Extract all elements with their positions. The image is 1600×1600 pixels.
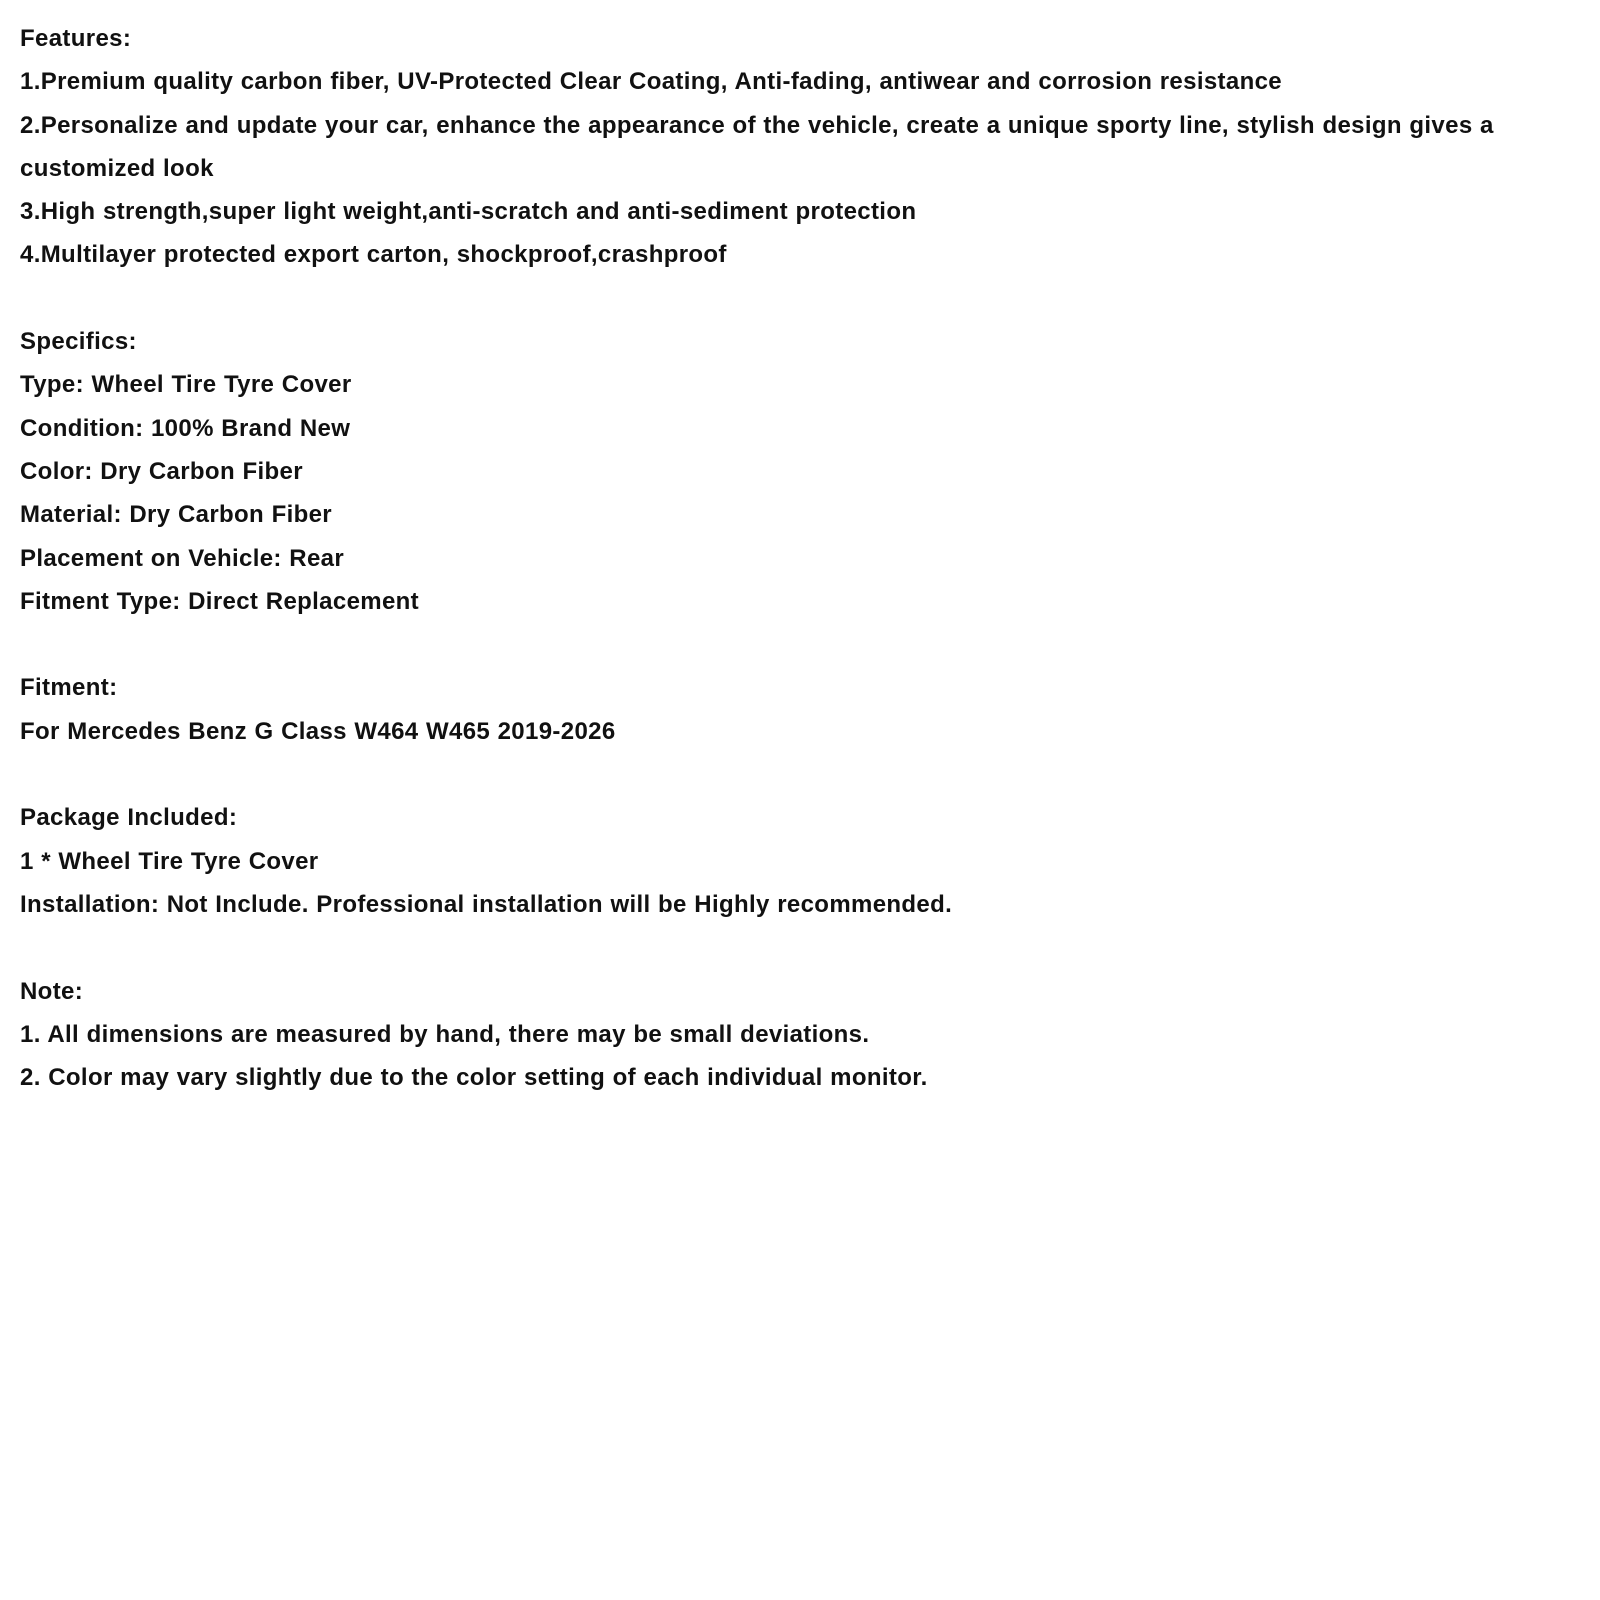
section-spacer xyxy=(20,623,1595,666)
features-item-4: 4.Multilayer protected export carton, shockproof,crashproof xyxy=(20,241,727,269)
specifics-heading: Specifics: xyxy=(20,328,137,356)
specifics-placement: Placement on Vehicle: Rear xyxy=(20,544,345,572)
fitment-vehicle: For Mercedes Benz G Class W464 W465 2019-2026 xyxy=(20,717,616,745)
features-item-2-continued: customized look xyxy=(20,154,214,182)
features-item-3: 3.High strength,super light weight,anti-scratch and anti-sediment protection xyxy=(20,198,917,226)
specifics-fitment-type: Fitment Type: Direct Replacement xyxy=(20,587,420,615)
section-spacer xyxy=(20,753,1595,796)
specifics-type: Type: Wheel Tire Tyre Cover xyxy=(20,371,352,399)
section-spacer xyxy=(20,277,1595,320)
features-item-1: 1.Premium quality carbon fiber, UV-Protected Clear Coating, Anti-fading, antiwear and corrosion resistance xyxy=(20,68,1282,96)
note-item-1: 1. All dimensions are measured by hand, there may be small deviations. xyxy=(20,1020,870,1048)
specifics-material: Material: Dry Carbon Fiber xyxy=(20,501,332,529)
specifics-color: Color: Dry Carbon Fiber xyxy=(20,457,303,485)
note-heading: Note: xyxy=(20,977,84,1005)
package-installation: Installation: Not Include. Professional installation will be Highly recommended. xyxy=(20,890,953,918)
note-item-2: 2. Color may vary slightly due to the color setting of each individual monitor. xyxy=(20,1064,928,1092)
specifics-condition: Condition: 100% Brand New xyxy=(20,414,351,442)
fitment-heading: Fitment: xyxy=(20,674,118,702)
package-item: 1 * Wheel Tire Tyre Cover xyxy=(20,847,319,875)
section-spacer xyxy=(20,926,1595,969)
features-item-2: 2.Personalize and update your car, enhance the appearance of the vehicle, create a unique sporty line, stylish design gives a xyxy=(20,111,1494,139)
features-heading: Features: xyxy=(20,25,132,52)
product-description xyxy=(20,17,1595,1099)
package-heading: Package Included: xyxy=(20,804,238,832)
